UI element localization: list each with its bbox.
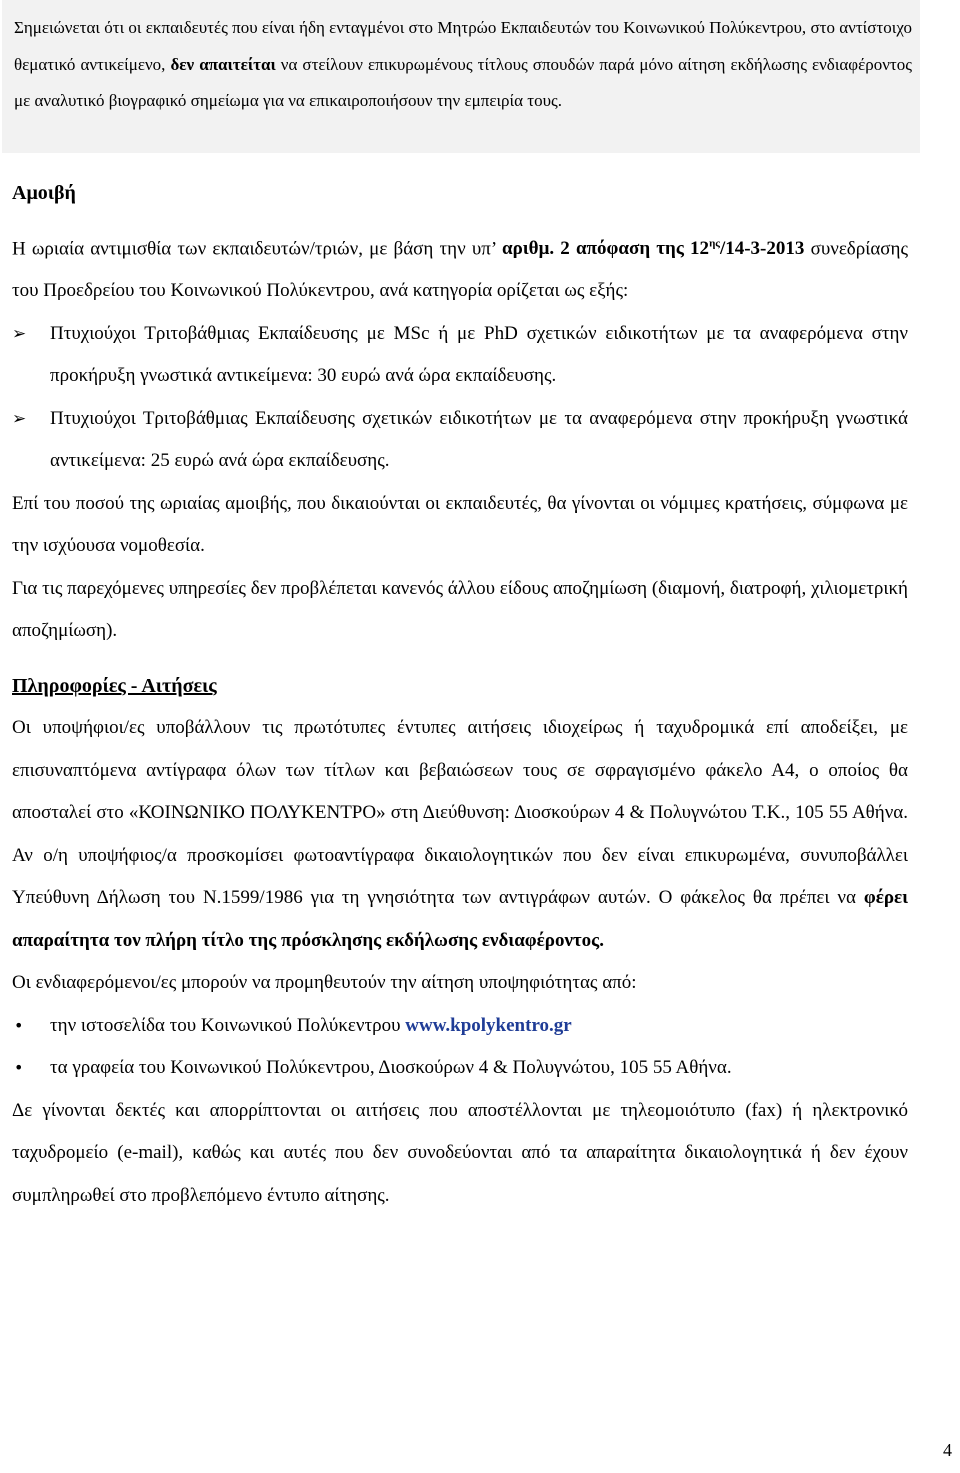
fee-category-text: Πτυχιούχοι Τριτοβάθμιας Εκπαίδευσης σχετικών ειδικοτήτων με τα αναφερόμενα στην προκήρυξη γνωστικά αντικείμενα: 25 ευρώ ανά ώρα εκπαίδευσης. — [50, 407, 908, 472]
website-link[interactable]: www.kpolykentro.gr — [405, 1014, 572, 1036]
fee-categories-list — [12, 313, 908, 483]
fee-heading: Αμοιβή — [12, 182, 76, 204]
notice-text-end: να στείλουν επικυρωμένους τίτλους σπουδών παρά μόνο αίτηση εκδήλωσης ενδιαφέροντος με αναλυτικό βιογραφικό σημείωμα για να επικαιροποιήσουν την εμπειρία τους. — [14, 54, 912, 110]
bullet-icon: • — [14, 1015, 24, 1035]
source-text: τα γραφεία του Κοινωνικού Πολύκεντρου, Διοσκούρων 4 & Πολυγνώτου, 105 55 Αθήνα. — [50, 1057, 732, 1079]
submission-text: Οι υποψήφιοι/ες υποβάλλουν τις πρωτότυπες έντυπες αιτήσεις ιδιοχείρως ή ταχυδρομικά επί αποδείξει, με επισυναπτόμενα αντίγραφα όλων των τίτλων και βεβαιώσεων τους σε σφραγισμένο φάκελο Α4, ο οποίος θα αποσταλεί στο «ΚΟΙΝΩΝΙΚΟ ΠΟΛΥΚΕΝΤΡΟ» στη Διεύθυνση: Διοσκούρων 4 & Πολυγνώτου Τ.Κ., 105 55 Αθήνα. Αν ο/η υποψήφιος/α προσκομίσει φωτοαντίγραφα δικαιολογητικών που δεν είναι επικυρωμένα, συνυποβάλλει Υπεύθυνη Δήλωση του Ν.1599/1986 για τη γνησιότητα των αντιγράφων αυτών. Ο φάκελος θα πρέπει να — [12, 717, 908, 909]
document-body — [12, 172, 908, 1217]
decision-reference: αριθμ. 2 απόφαση της 12 — [502, 237, 710, 259]
obtain-application-paragraph: Οι ενδιαφερόμενοι/ες μπορούν να προμηθευτούν την αίτηση υποψηφιότητας από: — [12, 972, 637, 994]
withholding-paragraph: Επί του ποσού της ωριαίας αμοιβής, που δικαιούνται οι εκπαιδευτές, θα γίνονται οι νόμιμες κρατήσεις, σύμφωνα με την ισχύουσα νομοθεσία. — [12, 492, 908, 557]
source-text: την ιστοσελίδα του Κοινωνικού Πολύκεντρου — [50, 1014, 406, 1036]
fee-intro-end: συνεδρίασης του Προεδρείου του Κοινωνικού Πολύκεντρου, ανά κατηγορία ορίζεται ως εξής: — [12, 237, 909, 302]
fee-intro — [12, 223, 908, 313]
fee-intro-start: Η ωριαία αντιμισθία των εκπαιδευτών/τριών, με βάση την υπ’ — [12, 237, 503, 259]
info-heading: Πληροφορίες - Αιτήσεις — [12, 674, 217, 697]
application-source-item — [12, 1047, 908, 1090]
decision-date: /14-3-2013 — [719, 237, 805, 259]
application-sources-list — [12, 1005, 908, 1090]
notice-paragraph — [14, 10, 912, 120]
fee-category-item — [12, 313, 908, 398]
notice-emphasis: δεν απαιτείται — [170, 54, 276, 74]
page-number: 4 — [943, 1440, 952, 1460]
submission-paragraph — [12, 707, 908, 962]
notice-text-start: Σημειώνεται ότι οι εκπαιδευτές που είναι ήδη ενταγμένοι στο Μητρώο Εκπαιδευτών του Κοινωνικού Πολύκεντρου, στο αντίστοιχο θεματικό αντικείμενο, — [14, 18, 912, 74]
no-compensation-paragraph: Για τις παρεχόμενες υπηρεσίες δεν προβλέπεται κανενός άλλου είδους αποζημίωση (διαμονή, διατροφή, χιλιομετρική αποζημίωση). — [12, 577, 908, 642]
fee-category-text: Πτυχιούχοι Τριτοβάθμιας Εκπαίδευσης με MSc ή με PhD σχετικών ειδικοτήτων με τα αναφερόμενα στην προκήρυξη γνωστικά αντικείμενα: 30 ευρώ ανά ώρα εκπαίδευσης. — [50, 322, 908, 387]
envelope-title-requirement: φέρει απαραίτητα τον πλήρη τίτλο της πρόσκλησης εκδήλωσης ενδιαφέροντος. — [12, 887, 908, 951]
bullet-icon: • — [14, 1058, 24, 1078]
notice-box — [2, 0, 920, 153]
arrow-bullet-icon: ➢ — [12, 408, 27, 429]
ordinal-suffix: ης — [709, 237, 720, 250]
application-source-item — [12, 1005, 908, 1048]
fee-category-item — [12, 398, 908, 483]
rejection-paragraph: Δε γίνονται δεκτές και απορρίπτονται οι αιτήσεις που αποστέλλονται με τηλεομοιότυπο (fax) ή ηλεκτρονικό ταχυδρομείο (e-mail), καθώς και αυτές που δεν συνοδεύονται από τα απαραίτητα δικαιολογητικά ή δεν έχουν συμπληρωθεί στο προβλεπόμενο έντυπο αίτησης. — [12, 1099, 908, 1206]
arrow-bullet-icon: ➢ — [12, 323, 27, 344]
